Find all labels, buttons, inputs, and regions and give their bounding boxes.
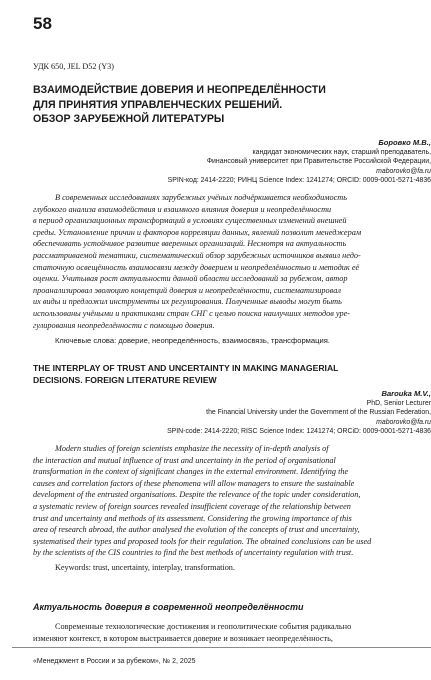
- abstract-line: среды. Установление причин и факторов корреляции данных, явлений позволит менеджерам: [33, 227, 362, 237]
- footer-divider: [12, 647, 431, 648]
- author-ids: SPIN-code: 2414-2220; RISC Science Index: 1241274; ORCiD: 0009-0001-5271-4836: [167, 428, 431, 435]
- abstract-line: Modern studies of foreign scientists emphasize the necessity of in-depth analysis of: [55, 444, 329, 453]
- keywords-ru: Ключевые слова: доверие, неопределённость, взаимосвязь, трансформация.: [55, 336, 330, 345]
- abstract-line: рассматриваемой тематики, систематический обзор зарубежных источников выявил недо-: [33, 250, 361, 260]
- section-heading: Актуальность доверия в современной неопределённости: [33, 602, 304, 612]
- body-paragraph: [33, 621, 431, 645]
- article-title-ru: [33, 83, 431, 127]
- body-line: изменяют контекст, в котором выстраивается доверие и возникает неопределённость,: [33, 633, 333, 643]
- abstract-line: causes and correlation factors of these phenomena will allow managers to ensure the sustainable: [33, 478, 355, 488]
- title-line: ОБЗОР ЗАРУБЕЖНОЙ ЛИТЕРАТУРЫ: [33, 113, 225, 125]
- abstract-line: a systematic review of foreign sources revealed insufficient coverage of the relationship between: [33, 501, 351, 511]
- abstract-ru: [33, 192, 431, 331]
- author-block-ru: [11, 138, 431, 186]
- abstract-line: обеспечивать устойчивое развитие вверенных организаций. Несмотря на актуальность: [33, 239, 347, 249]
- title-line: THE INTERPLAY OF TRUST AND UNCERTAINTY IN MAKING MANAGERIAL: [33, 363, 339, 373]
- page-number: 58: [33, 14, 52, 33]
- body-line: Современные технологические достижения и геополитические события радикально: [55, 622, 352, 631]
- abstract-line: В современных исследованиях зарубежных учёных подчёркивается необходимость: [55, 193, 347, 202]
- abstract-line: в период организационных трансформаций в условиях существенных изменений внешней: [33, 216, 347, 226]
- abstract-line: их виды и предложил инструменты их регулирования. Полученные выводы могут быть: [33, 297, 342, 307]
- abstract-line: статочную освещённость взаимосвязи между доверием и неопределённостью и методик её: [33, 262, 360, 272]
- author-block-en: [11, 389, 431, 437]
- author-email: maborovko@fa.ru: [376, 418, 431, 426]
- abstract-line: использованы учёными и практиками стран СНГ с целью поиска наилучших методов уре-: [33, 308, 351, 318]
- abstract-line: transformation in the context of significant changes in the external environment. Identifying the: [33, 467, 349, 477]
- abstract-line: systematised their types and proposed tools for their regulation. The obtained conclusions can be used: [33, 536, 372, 546]
- abstract-line: проанализировал эволюцию концепций доверия и неопределённости, систематизировал: [33, 285, 341, 295]
- abstract-line: area of research abroad, the author analysed the evolution of the concepts of trust and uncertainty,: [33, 525, 360, 535]
- author-name: Боровко М.В.,: [378, 138, 431, 147]
- abstract-line: оценки. Учитывая рост актуальности данной области исследований за рубежом, автор: [33, 274, 348, 284]
- abstract-en: [33, 443, 431, 559]
- abstract-line: development of the entrusted organisations. Despite the relevance of the topic under consideration,: [33, 490, 361, 500]
- abstract-line: the interaction and mutual influence of trust and uncertainty in the period of organisational: [33, 455, 336, 465]
- author-affiliation: the Financial University under the Government of the Russian Federation,: [206, 409, 431, 416]
- abstract-line: гулирования неопределённости с помощью доверия.: [33, 320, 215, 330]
- author-degree: PhD, Senior Lecturer: [366, 399, 431, 407]
- abstract-line: глубокого анализа взаимодействия и взаимного влияния доверия и неопределённости: [33, 204, 332, 214]
- udk-code: УДК 650, JEL D52 (Y3): [33, 62, 114, 71]
- article-title-en: [33, 362, 431, 386]
- author-degree: кандидат экономических наук, старший преподаватель,: [252, 148, 431, 156]
- title-line: ДЛЯ ПРИНЯТИЯ УПРАВЛЕНЧЕСКИХ РЕШЕНИЙ.: [33, 98, 283, 111]
- abstract-line: trust and uncertainty and methods of its assessment. Considering the growing importance of this: [33, 513, 352, 523]
- abstract-line: by the scientists of the CIS countries to find the best methods of uncertainty regulation with trust.: [33, 548, 354, 558]
- author-name: Barouka M.V.,: [381, 389, 431, 398]
- title-line: ВЗАИМОДЕЙСТВИЕ ДОВЕРИЯ И НЕОПРЕДЕЛЁННОСТИ: [33, 84, 326, 96]
- keywords-en: Keywords: trust, uncertainty, interplay, transformation.: [55, 563, 235, 572]
- title-line: DECISIONS. FOREIGN LITERATURE REVIEW: [33, 375, 217, 385]
- author-affiliation: Финансовый университет при Правительстве Российской Федерации,: [206, 158, 431, 165]
- author-ids: SPIN-код: 2414-2220; РИНЦ Science Index: 1241274; ORCID: 0009-0001-5271-4836: [167, 177, 431, 184]
- author-email: maborovko@fa.ru: [376, 167, 431, 175]
- journal-footer: «Менеджмент в России и за рубежом», № 2, 2025: [33, 658, 196, 665]
